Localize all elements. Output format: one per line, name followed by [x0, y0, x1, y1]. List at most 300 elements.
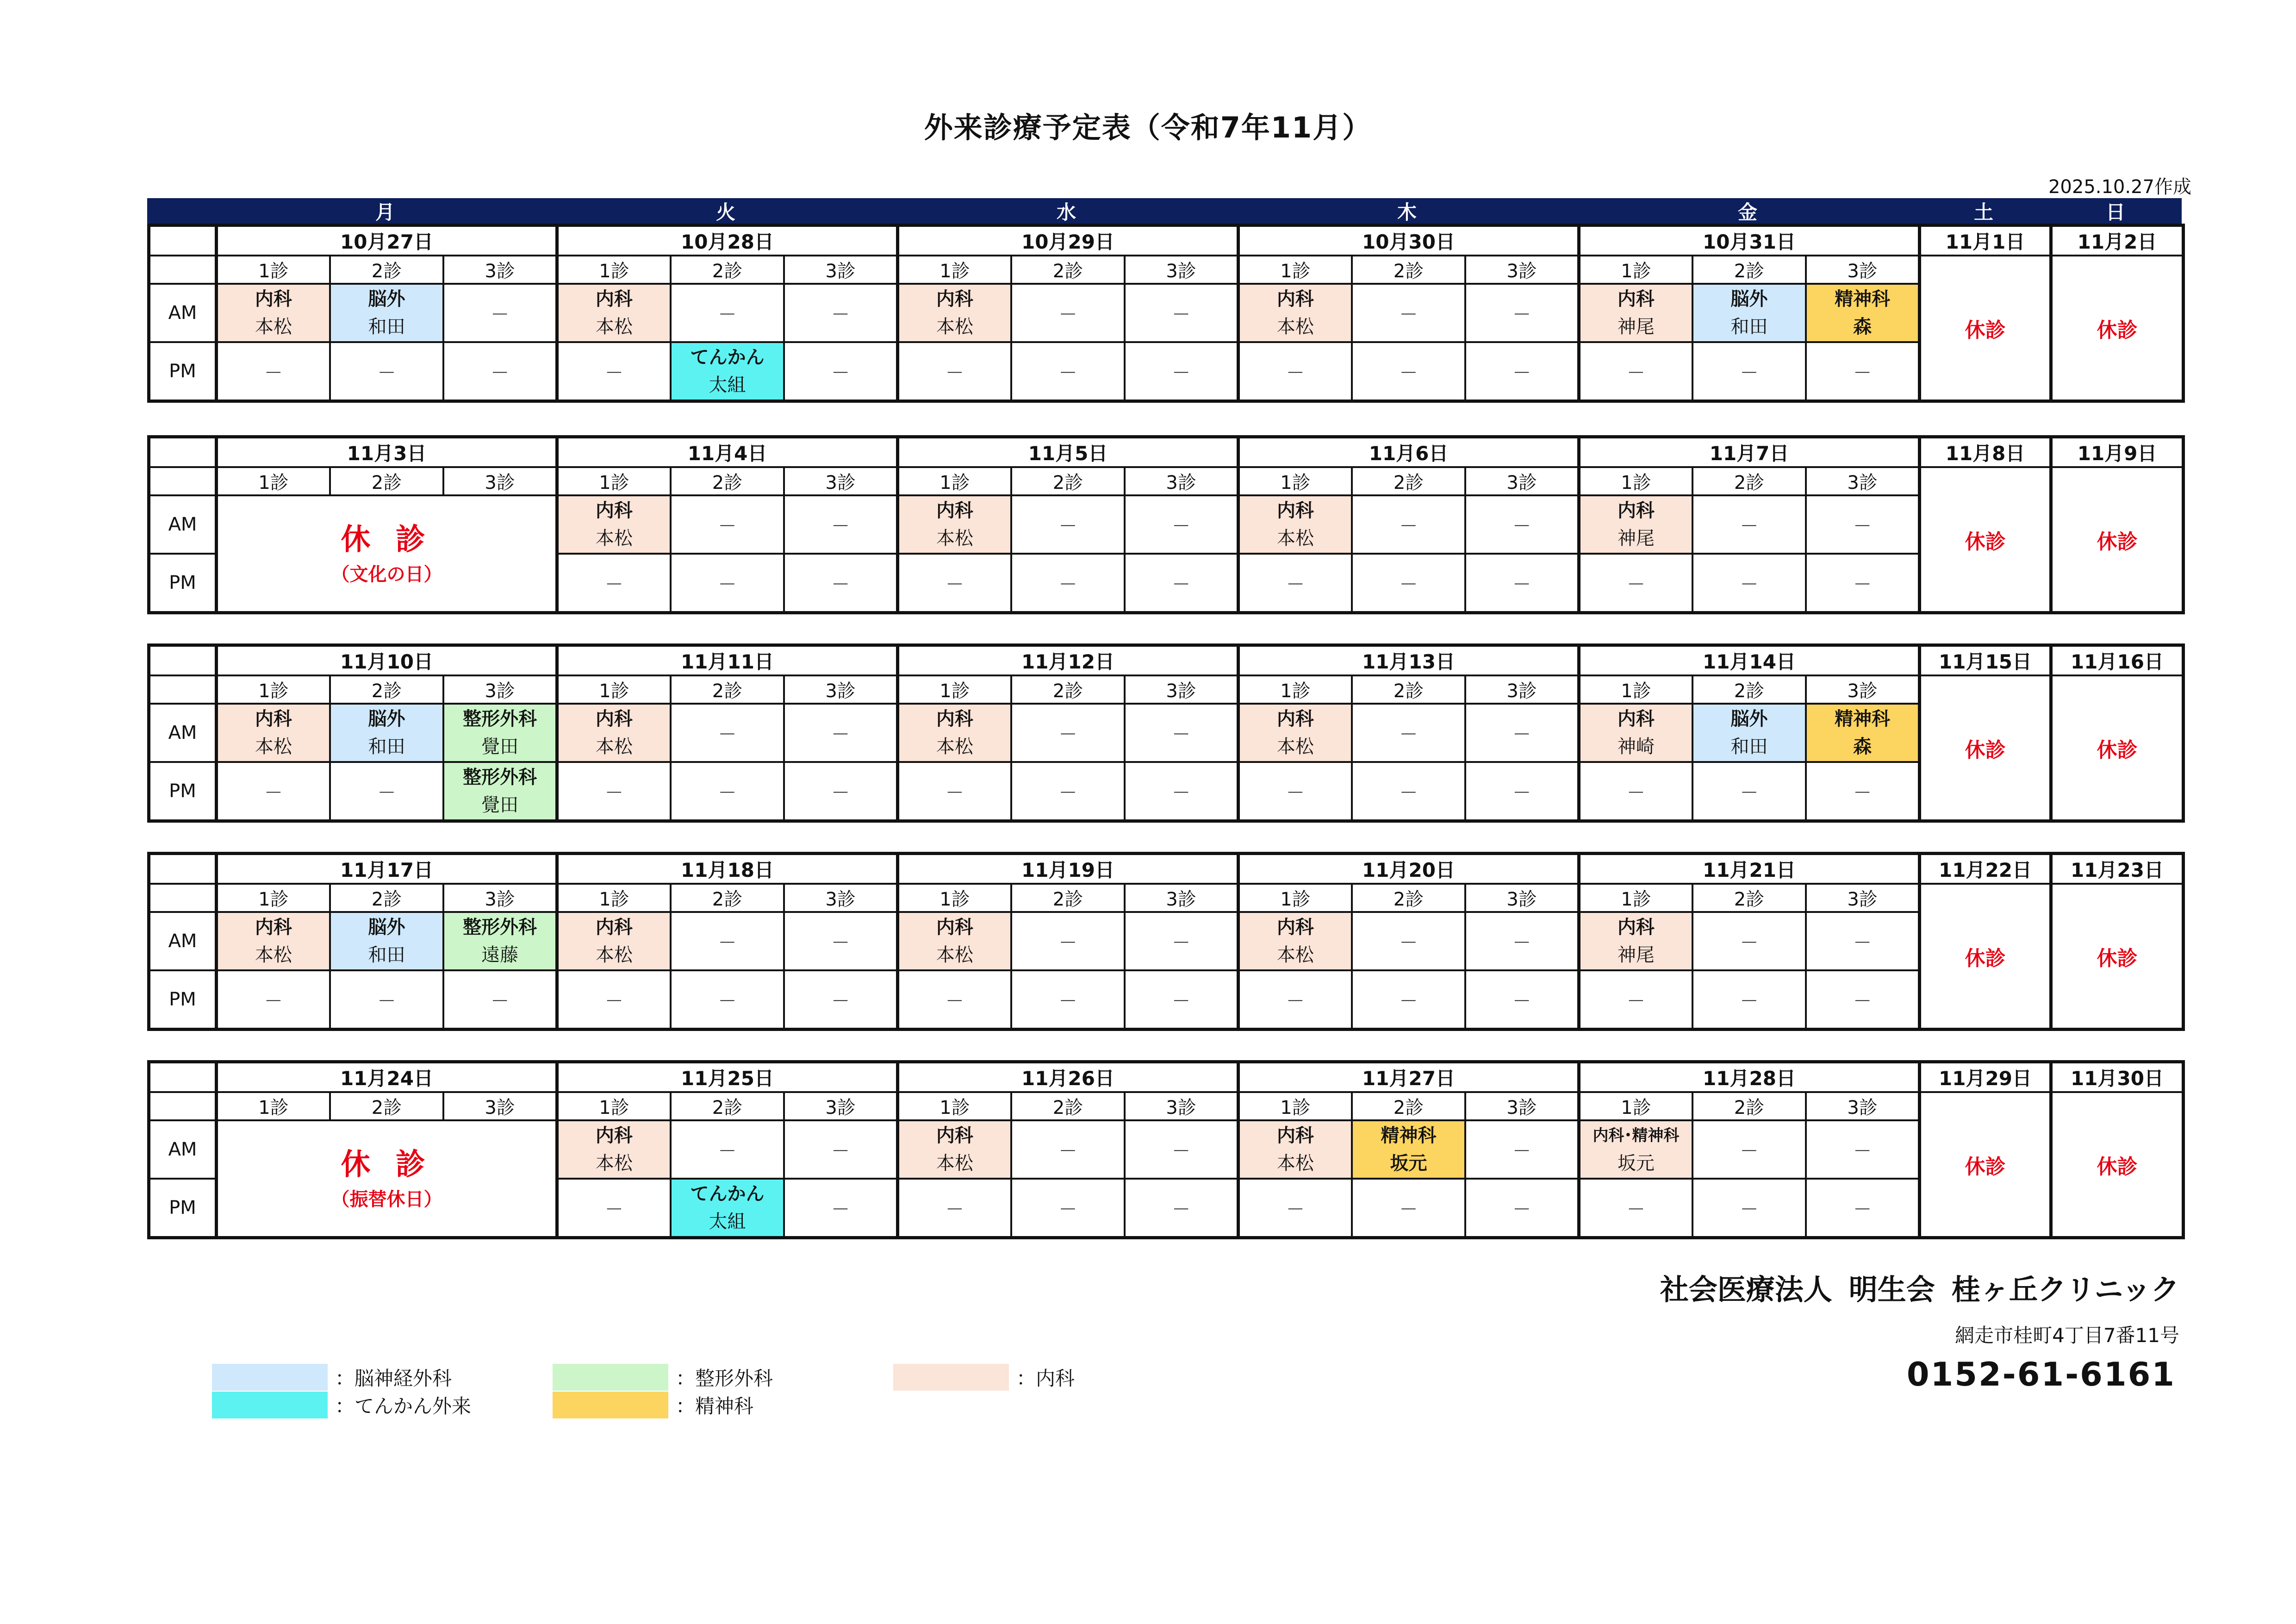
- slot-cell: [1806, 495, 1919, 554]
- dash-mark: －: [377, 990, 396, 1012]
- slot-cell: [1465, 970, 1579, 1030]
- slot-cell: [1352, 704, 1465, 762]
- department-label: 精神科: [1381, 1125, 1437, 1146]
- dash-mark: －: [945, 990, 964, 1012]
- department-label: 内科: [1617, 708, 1655, 730]
- slot-label: 2診: [671, 675, 784, 704]
- slot-cell: [1465, 554, 1579, 613]
- slot-cell: [1465, 1179, 1579, 1238]
- date-cell: 11月7日: [1579, 437, 1920, 468]
- dash-mark: －: [945, 574, 964, 595]
- dash-mark: －: [1286, 574, 1305, 595]
- slot-label: 1診: [1238, 256, 1352, 284]
- dash-mark: －: [718, 1140, 737, 1162]
- doctor-name: 本松: [595, 316, 633, 337]
- weekday-mon: 月: [375, 201, 395, 224]
- slot-cell: [1238, 762, 1352, 821]
- slot-cell: [1125, 970, 1238, 1030]
- dash-mark: －: [831, 932, 850, 954]
- dash-mark: －: [1853, 515, 1872, 537]
- dash-mark: －: [1172, 515, 1191, 537]
- slot-label: 2診: [1692, 1092, 1806, 1120]
- department-label: 整形外科: [463, 708, 537, 730]
- slot-label: 2診: [1692, 884, 1806, 912]
- dash-mark: －: [1512, 1140, 1531, 1162]
- date-cell: 11月27日: [1238, 1062, 1579, 1093]
- created-date: 2025.10.27作成: [2048, 176, 2191, 198]
- date-cell: 11月3日: [217, 437, 557, 468]
- dash-mark: －: [1399, 990, 1418, 1012]
- slot-cell: [784, 762, 897, 821]
- slot-cell: [1465, 284, 1579, 342]
- slot-cell: [1465, 342, 1579, 401]
- week-table: [147, 852, 2185, 1031]
- pm-row: [149, 342, 2184, 401]
- slot-label: 3診: [1465, 1092, 1579, 1120]
- slot-label: 2診: [1352, 1092, 1465, 1120]
- dash-mark: －: [1172, 724, 1191, 745]
- date-cell: 11月26日: [898, 1062, 1238, 1093]
- slot-cell: [1352, 970, 1465, 1030]
- date-cell: 11月30日: [2051, 1062, 2184, 1093]
- slot-label: 1診: [217, 256, 330, 284]
- dash-mark: －: [831, 782, 850, 804]
- slot-cell: [1579, 342, 1692, 401]
- weekend-closed-cell: [1920, 1092, 2051, 1238]
- slot-label: 2診: [1692, 675, 1806, 704]
- corner-cell: [149, 225, 217, 256]
- dash-mark: －: [1172, 1199, 1191, 1220]
- slot-cell: [1011, 704, 1125, 762]
- slot-cell: [1011, 1179, 1125, 1238]
- slot-cell: [330, 342, 443, 401]
- slot-label: 2診: [1352, 467, 1465, 495]
- dash-mark: －: [831, 362, 850, 384]
- dash-mark: －: [491, 304, 510, 325]
- dash-mark: －: [718, 304, 737, 325]
- department-label: 内科: [1276, 288, 1314, 310]
- date-cell: 11月11日: [557, 645, 898, 676]
- date-cell: 11月22日: [1920, 854, 2051, 884]
- dash-mark: －: [1853, 932, 1872, 954]
- dash-mark: －: [1512, 1199, 1531, 1220]
- corner-cell: [149, 467, 217, 495]
- am-label: AM: [149, 912, 217, 970]
- slot-cell: [898, 554, 1011, 613]
- department-label: 内科: [936, 917, 973, 938]
- dash-mark: －: [1512, 574, 1531, 595]
- dash-mark: －: [1626, 362, 1645, 384]
- slot-label: 1診: [1579, 675, 1692, 704]
- date-cell: 11月2日: [2051, 225, 2184, 256]
- dash-mark: －: [718, 574, 737, 595]
- slot-cell: [1238, 1179, 1352, 1238]
- legend-swatch-seishin: [553, 1392, 668, 1418]
- slot-cell: [1579, 554, 1692, 613]
- corner-cell: [149, 854, 217, 884]
- slot-label: 3診: [784, 675, 897, 704]
- slot-cell: [898, 284, 1011, 342]
- slot-label: 1診: [1579, 467, 1692, 495]
- date-row: [149, 854, 2184, 884]
- slot-cell: [784, 342, 897, 401]
- slot-label: 2診: [330, 884, 443, 912]
- legend-swatch-seikei: [553, 1364, 668, 1391]
- slot-cell: [330, 284, 443, 342]
- weekend-closed-cell: [1920, 467, 2051, 613]
- date-cell: 10月31日: [1579, 225, 1920, 256]
- slot-label: 3診: [1125, 467, 1238, 495]
- am-row: [149, 1120, 2184, 1179]
- slot-cell: [784, 1179, 897, 1238]
- doctor-name: 坂元: [1617, 1153, 1655, 1174]
- date-cell: 11月5日: [898, 437, 1238, 468]
- weekend-closed-cell: [2051, 884, 2184, 1030]
- slot-cell: [671, 342, 784, 401]
- slot-cell: [443, 912, 557, 970]
- slot-cell: [217, 912, 330, 970]
- slot-cell: [557, 342, 671, 401]
- slot-cell: [1238, 284, 1352, 342]
- dash-mark: －: [1740, 1140, 1759, 1162]
- pm-label: PM: [149, 970, 217, 1030]
- slot-label: 1診: [217, 1092, 330, 1120]
- slot-cell: [1579, 1120, 1692, 1179]
- slot-cell: [217, 284, 330, 342]
- doctor-name: 本松: [1276, 736, 1314, 757]
- slot-cell: [784, 912, 897, 970]
- dash-mark: －: [1740, 782, 1759, 804]
- slot-label: 2診: [1352, 884, 1465, 912]
- department-label: 精神科: [1835, 288, 1891, 310]
- dash-mark: －: [1512, 782, 1531, 804]
- slot-cell: [1352, 1179, 1465, 1238]
- doctor-name: 本松: [936, 944, 973, 966]
- slot-cell: [898, 970, 1011, 1030]
- slot-cell: [898, 495, 1011, 554]
- am-row: [149, 912, 2184, 970]
- slot-cell: [217, 342, 330, 401]
- department-label: 内科: [1276, 708, 1314, 730]
- slot-cell: [1692, 970, 1806, 1030]
- slot-cell: [671, 554, 784, 613]
- dash-mark: －: [1058, 1199, 1077, 1220]
- slot-label: 3診: [443, 675, 557, 704]
- date-cell: 11月19日: [898, 854, 1238, 884]
- slot-cell: [557, 970, 671, 1030]
- department-label: 内科: [936, 500, 973, 521]
- slot-cell: [1238, 970, 1352, 1030]
- slot-cell: [1579, 704, 1692, 762]
- slot-cell: [1352, 1120, 1465, 1179]
- weekday-tue: 火: [716, 201, 735, 224]
- slot-cell: [1011, 495, 1125, 554]
- date-cell: 11月16日: [2051, 645, 2184, 676]
- doctor-name: 和田: [368, 736, 405, 757]
- dash-mark: －: [1058, 1140, 1077, 1162]
- corner-cell: [149, 1092, 217, 1120]
- legend-item: [212, 1392, 471, 1418]
- weekend-closed-label: 休診: [1965, 946, 2006, 970]
- slot-label: 3診: [1806, 884, 1919, 912]
- date-cell: 11月21日: [1579, 854, 1920, 884]
- slot-cell: [1011, 1120, 1125, 1179]
- dash-mark: －: [1058, 574, 1077, 595]
- dash-mark: －: [377, 362, 396, 384]
- department-label: 内科: [255, 708, 292, 730]
- weekday-fri: 金: [1737, 201, 1757, 224]
- slot-cell: [1465, 912, 1579, 970]
- slot-label: 2診: [1011, 1092, 1125, 1120]
- dash-mark: －: [1172, 932, 1191, 954]
- slot-label: 3診: [1806, 675, 1919, 704]
- doctor-name: 本松: [936, 1153, 973, 1174]
- department-label: 脳外: [368, 708, 405, 730]
- dash-mark: －: [1058, 304, 1077, 325]
- dash-mark: －: [1512, 724, 1531, 745]
- slot-cell: [1352, 284, 1465, 342]
- slot-label: 1診: [898, 467, 1011, 495]
- corner-cell: [149, 1062, 217, 1093]
- slot-cell: [1579, 1179, 1692, 1238]
- slot-cell: [443, 762, 557, 821]
- department-label: 脳外: [1730, 708, 1768, 730]
- slot-cell: [898, 912, 1011, 970]
- slot-cell: [1352, 762, 1465, 821]
- slot-cell: [443, 704, 557, 762]
- weekday-thu: 木: [1397, 201, 1417, 224]
- slot-cell: [1465, 704, 1579, 762]
- department-label: 整形外科: [463, 767, 537, 788]
- dash-mark: －: [1058, 990, 1077, 1012]
- slot-cell: [217, 970, 330, 1030]
- slot-cell: [1806, 1179, 1919, 1238]
- dash-mark: －: [1626, 782, 1645, 804]
- slot-cell: [1011, 970, 1125, 1030]
- holiday-label: 休 診: [341, 1148, 433, 1182]
- slot-cell: [1806, 970, 1919, 1030]
- slot-label: 1診: [1238, 467, 1352, 495]
- date-cell: 11月9日: [2051, 437, 2184, 468]
- department-label: 内科: [1617, 288, 1655, 310]
- doctor-name: 神尾: [1617, 528, 1655, 549]
- slot-cell: [784, 1120, 897, 1179]
- slot-label: 2診: [1011, 467, 1125, 495]
- legend-label: ：脳神経外科: [335, 1367, 452, 1390]
- weekend-closed-label: 休診: [2097, 738, 2138, 762]
- pm-label: PM: [149, 762, 217, 821]
- dash-mark: －: [1853, 1199, 1872, 1220]
- department-label: 内科: [936, 288, 973, 310]
- dash-mark: －: [604, 574, 623, 595]
- clinic-name: [1660, 1267, 2179, 1308]
- corner-cell: [149, 675, 217, 704]
- slot-label: 1診: [898, 884, 1011, 912]
- slot-label: 1診: [1238, 884, 1352, 912]
- dash-mark: －: [1286, 1199, 1305, 1220]
- slot-cell: [1125, 1179, 1238, 1238]
- slot-cell: [1125, 554, 1238, 613]
- slot-label: 2診: [330, 467, 443, 495]
- doctor-name: 本松: [255, 944, 292, 966]
- dash-mark: －: [1399, 1199, 1418, 1220]
- doctor-name: 覺田: [481, 736, 519, 757]
- weekend-closed-label: 休診: [1965, 530, 2006, 554]
- holiday-cell: [217, 495, 557, 613]
- slot-cell: [671, 495, 784, 554]
- slot-label: 2診: [671, 256, 784, 284]
- dash-mark: －: [1853, 990, 1872, 1012]
- date-row: [149, 645, 2184, 676]
- slot-cell: [1238, 554, 1352, 613]
- slot-cell: [217, 704, 330, 762]
- dash-mark: －: [1172, 1140, 1191, 1162]
- slot-cell: [330, 762, 443, 821]
- doctor-name: 神崎: [1617, 736, 1655, 757]
- dash-mark: －: [1853, 362, 1872, 384]
- slot-cell: [443, 342, 557, 401]
- dash-mark: －: [1853, 782, 1872, 804]
- slot-cell: [784, 970, 897, 1030]
- week-table: [147, 224, 2185, 403]
- date-cell: 11月1日: [1920, 225, 2051, 256]
- slot-cell: [1692, 554, 1806, 613]
- slot-cell: [1579, 970, 1692, 1030]
- department-label: 内科: [595, 917, 633, 938]
- slot-cell: [671, 970, 784, 1030]
- dash-mark: －: [718, 515, 737, 537]
- week-table: [147, 643, 2185, 823]
- clinic-address: 網走市桂町4丁目7番11号: [1955, 1324, 2179, 1347]
- dash-mark: －: [1512, 515, 1531, 537]
- slot-label: 3診: [443, 1092, 557, 1120]
- slot-label: 2診: [1692, 467, 1806, 495]
- holiday-name: （文化の日）: [331, 564, 442, 585]
- slot-label: 1診: [1579, 1092, 1692, 1120]
- date-cell: 11月15日: [1920, 645, 2051, 676]
- slot-cell: [1579, 284, 1692, 342]
- dash-mark: －: [1740, 990, 1759, 1012]
- clinic-corp: 社会医療法人: [1660, 1273, 1832, 1306]
- slot-label: 3診: [1806, 1092, 1919, 1120]
- slot-cell: [1692, 284, 1806, 342]
- doctor-name: 太組: [709, 1211, 746, 1232]
- dash-mark: －: [1740, 362, 1759, 384]
- corner-cell: [149, 645, 217, 676]
- dash-mark: －: [831, 724, 850, 745]
- doctor-name: 太組: [709, 375, 746, 396]
- slot-label: 3診: [1806, 256, 1919, 284]
- dash-mark: －: [945, 1199, 964, 1220]
- legend-label: ：整形外科: [676, 1367, 773, 1390]
- dash-mark: －: [1740, 515, 1759, 537]
- slot-cell: [557, 1120, 671, 1179]
- slot-cell: [443, 284, 557, 342]
- slot-label: 2診: [1692, 256, 1806, 284]
- dash-mark: －: [1058, 362, 1077, 384]
- slot-label: 3診: [1125, 884, 1238, 912]
- corner-cell: [149, 256, 217, 284]
- slot-cell: [671, 284, 784, 342]
- slot-cell: [1125, 1120, 1238, 1179]
- department-label: 内科: [595, 288, 633, 310]
- pm-label: PM: [149, 342, 217, 401]
- doctor-name: 本松: [936, 736, 973, 757]
- slot-cell: [1692, 495, 1806, 554]
- slot-cell: [1692, 762, 1806, 821]
- slot-label: 3診: [1465, 256, 1579, 284]
- weekend-closed-cell: [2051, 1092, 2184, 1238]
- slot-row: [149, 256, 2184, 284]
- dash-mark: －: [831, 304, 850, 325]
- slot-cell: [1579, 495, 1692, 554]
- date-cell: 11月13日: [1238, 645, 1579, 676]
- holiday-name: （振替休日）: [331, 1189, 442, 1210]
- date-cell: 11月4日: [557, 437, 898, 468]
- dash-mark: －: [1399, 932, 1418, 954]
- doctor-name: 和田: [368, 944, 405, 966]
- doctor-name: 本松: [936, 316, 973, 337]
- am-label: AM: [149, 704, 217, 762]
- dash-mark: －: [1172, 362, 1191, 384]
- slot-cell: [671, 762, 784, 821]
- slot-cell: [330, 704, 443, 762]
- slot-label: 2診: [330, 256, 443, 284]
- legend-swatch-naika: [893, 1364, 1009, 1391]
- slot-label: 2診: [1011, 675, 1125, 704]
- weekend-closed-cell: [1920, 884, 2051, 1030]
- slot-label: 3診: [784, 256, 897, 284]
- legend-item: [212, 1364, 452, 1391]
- dash-mark: －: [264, 782, 283, 804]
- doctor-name: 本松: [255, 736, 292, 757]
- dash-mark: －: [1399, 362, 1418, 384]
- department-label: 内科: [1276, 500, 1314, 521]
- slot-row: [149, 467, 2184, 495]
- date-cell: 11月12日: [898, 645, 1238, 676]
- slot-cell: [898, 704, 1011, 762]
- weekend-closed-cell: [1920, 256, 2051, 401]
- am-row: [149, 704, 2184, 762]
- slot-cell: [1238, 495, 1352, 554]
- weekend-closed-cell: [2051, 256, 2184, 401]
- slot-row: [149, 884, 2184, 912]
- slot-cell: [330, 912, 443, 970]
- slot-cell: [784, 554, 897, 613]
- dash-mark: －: [1058, 724, 1077, 745]
- slot-cell: [1011, 554, 1125, 613]
- slot-cell: [671, 1179, 784, 1238]
- slot-label: 1診: [557, 675, 671, 704]
- date-cell: 11月29日: [1920, 1062, 2051, 1093]
- department-label: 脳外: [1730, 288, 1768, 310]
- weekend-closed-label: 休診: [2097, 946, 2138, 970]
- slot-cell: [1692, 912, 1806, 970]
- dash-mark: －: [1740, 1199, 1759, 1220]
- dash-mark: －: [1172, 574, 1191, 595]
- slot-cell: [1011, 912, 1125, 970]
- slot-cell: [1806, 284, 1919, 342]
- pm-row: [149, 762, 2184, 821]
- slot-cell: [671, 1120, 784, 1179]
- slot-cell: [1579, 912, 1692, 970]
- date-cell: 10月28日: [557, 225, 898, 256]
- pm-label: PM: [149, 554, 217, 613]
- slot-cell: [1238, 342, 1352, 401]
- legend-label: ：精神科: [676, 1395, 754, 1418]
- department-label: てんかん: [690, 347, 765, 368]
- doctor-name: 本松: [936, 528, 973, 549]
